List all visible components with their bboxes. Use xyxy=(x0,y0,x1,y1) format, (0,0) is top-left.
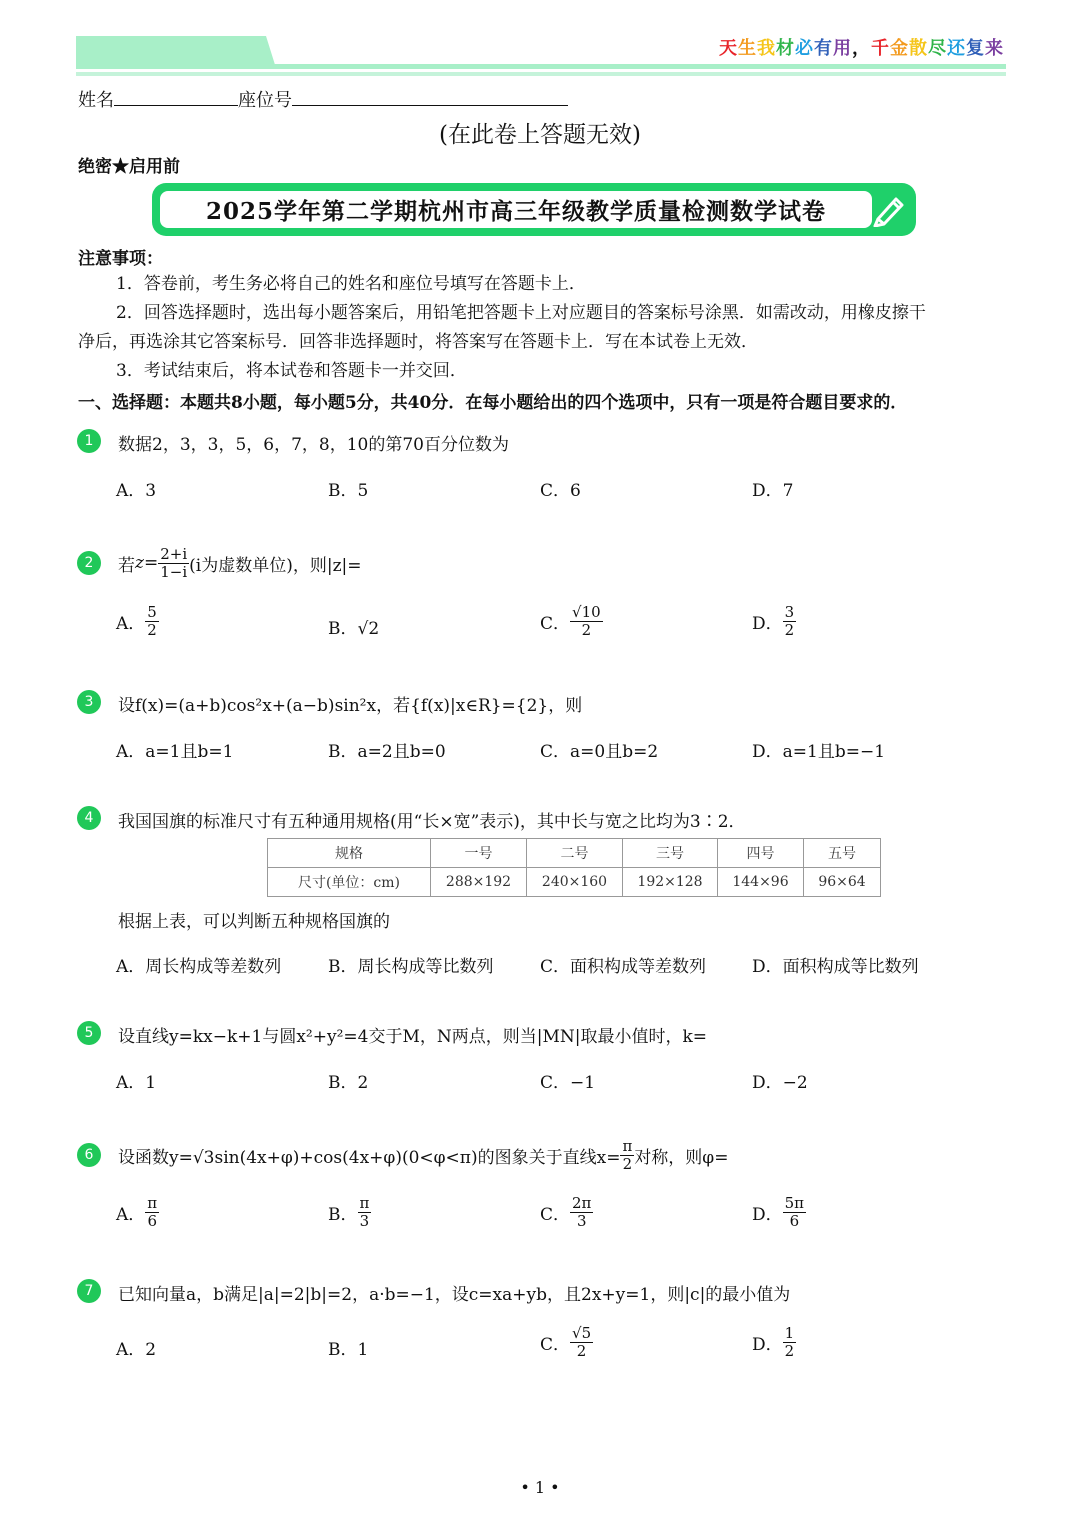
option-label: D． xyxy=(752,1205,783,1225)
option-b[interactable]: B．a=2且b=0 xyxy=(328,742,446,762)
seat-blank[interactable] xyxy=(292,89,568,106)
equals-sign: = xyxy=(143,553,159,573)
option-d[interactable]: D．a=1且b=−1 xyxy=(752,742,886,762)
table-cell: 288×192 xyxy=(431,868,527,897)
numerator: 2π xyxy=(572,1194,592,1212)
exam-title: 2025学年第二学期杭州市高三年级教学质量检测数学试卷 xyxy=(160,191,872,228)
denominator: 2 xyxy=(576,1342,587,1360)
question-number-badge: 4 xyxy=(77,806,101,830)
numerator: π xyxy=(147,1194,158,1212)
question-text-post: 对称，则φ= xyxy=(634,1147,729,1168)
option-a[interactable] xyxy=(116,1335,156,1360)
option-c[interactable]: C．面积构成等差数列 xyxy=(540,957,707,977)
question-number-badge: 3 xyxy=(77,690,101,714)
table-header-cell: 四号 xyxy=(718,839,804,868)
fraction xyxy=(358,1195,372,1230)
denominator: 2 xyxy=(622,1154,633,1173)
flag-size-table xyxy=(267,838,881,897)
option-label: C． xyxy=(540,1205,571,1225)
numerator: 5π xyxy=(784,1194,805,1212)
motto-char: 复 xyxy=(966,38,985,59)
option-d[interactable]: D．7 xyxy=(752,481,794,501)
question-text: 根据上表，可以判断五种规格国旗的 xyxy=(118,912,390,932)
fraction xyxy=(783,1195,806,1230)
option-d[interactable] xyxy=(752,1195,806,1230)
variable-z: z xyxy=(135,553,144,573)
option-label: B． xyxy=(328,1205,358,1225)
table-cell: 尺寸(单位：cm) xyxy=(268,868,431,897)
option-d[interactable]: D．−2 xyxy=(752,1073,808,1093)
option-a[interactable]: A．3 xyxy=(116,481,157,501)
fraction xyxy=(783,1325,797,1360)
option-b[interactable]: B．5 xyxy=(328,481,369,501)
option-label: A． xyxy=(116,1340,146,1360)
question-text: 已知向量a，b满足|a|=2|b|=2，a·b=−1，设c=xa+yb，且2x+y=1，则|c|的最小值为 xyxy=(118,1285,791,1305)
option-a[interactable] xyxy=(116,1195,159,1230)
table-header-cell: 规格 xyxy=(268,839,431,868)
option-a[interactable]: A．a=1且b=1 xyxy=(116,742,234,762)
motto-char: 必 xyxy=(795,38,814,59)
seat-label: 座位号 xyxy=(238,90,292,111)
motto-char: 来 xyxy=(985,38,1004,59)
table-cell: 240×160 xyxy=(527,868,623,897)
motto-char: 有 xyxy=(814,38,833,59)
option-d[interactable] xyxy=(752,604,796,639)
motto-char: 生 xyxy=(738,38,757,59)
fraction xyxy=(145,1195,159,1230)
table-row xyxy=(268,868,881,897)
denominator: 6 xyxy=(789,1212,800,1230)
notice-item: 2．回答选择题时，选出每小题答案后，用铅笔把答题卡上对应题目的答案标号涂黑．如需改动，用橡皮擦干 xyxy=(116,303,926,323)
table-header-cell: 五号 xyxy=(804,839,881,868)
fraction xyxy=(570,604,603,639)
option-b[interactable] xyxy=(328,614,379,639)
option-c[interactable] xyxy=(540,1325,593,1360)
fraction xyxy=(570,1325,593,1360)
denominator: 2 xyxy=(784,621,795,639)
numerator: √10 xyxy=(572,603,601,621)
notice-item: 净后，再选涂其它答案标号．回答非选择题时，将答案写在答题卡上．写在本试卷上无效． xyxy=(78,332,758,352)
invalid-note: (在此卷上答题无效) xyxy=(439,122,641,148)
option-label: D． xyxy=(752,614,783,634)
option-c[interactable]: C．−1 xyxy=(540,1073,596,1093)
option-label: B． xyxy=(328,619,358,639)
table-header-row xyxy=(268,839,881,868)
motto-char: 材 xyxy=(776,38,795,59)
question-text: 设直线y=kx−k+1与圆x²+y²=4交于M，N两点，则当|MN|取最小值时，k= xyxy=(118,1027,708,1047)
question-number-badge: 5 xyxy=(77,1021,101,1045)
option-value: 1 xyxy=(357,1340,369,1360)
denominator: 2 xyxy=(784,1342,795,1360)
motto-char: 金 xyxy=(890,38,909,59)
question-number-badge: 7 xyxy=(77,1279,101,1303)
option-value: √2 xyxy=(357,619,380,639)
denominator: 2 xyxy=(147,621,157,639)
numerator: π xyxy=(622,1136,633,1155)
option-label: B． xyxy=(328,1340,358,1360)
option-b[interactable] xyxy=(328,1195,371,1230)
header-rule-light xyxy=(76,72,1006,76)
pencil-icon xyxy=(872,191,906,227)
numerator: √5 xyxy=(572,1324,592,1342)
numerator: 1 xyxy=(784,1324,795,1342)
option-label: A． xyxy=(116,1205,146,1225)
numerator: 5 xyxy=(147,603,157,621)
option-b[interactable]: B．周长构成等比数列 xyxy=(328,957,494,977)
question-text xyxy=(118,543,362,583)
option-label: A． xyxy=(116,614,146,634)
header-rule xyxy=(76,64,1006,69)
motto-char: ， xyxy=(852,38,871,59)
option-a[interactable] xyxy=(116,604,159,639)
page-number: • 1 • xyxy=(520,1478,560,1497)
table-cell: 96×64 xyxy=(804,868,881,897)
fraction xyxy=(570,1195,593,1230)
option-c[interactable] xyxy=(540,604,603,639)
denominator: 3 xyxy=(576,1212,587,1230)
fraction xyxy=(620,1138,634,1173)
question-text: 数据2，3，3，5，6，7，8，10的第70百分位数为 xyxy=(118,435,509,455)
question-number-badge: 6 xyxy=(77,1143,101,1167)
option-c[interactable]: C．6 xyxy=(540,481,581,501)
motto-char: 用 xyxy=(833,38,852,59)
motto-char: 还 xyxy=(947,38,966,59)
notice-item: 1．答卷前，考生务必将自己的姓名和座位号填写在答题卡上． xyxy=(116,274,586,294)
candidate-info-line xyxy=(78,86,568,112)
denominator: 1−i xyxy=(160,562,188,581)
header-motto xyxy=(719,34,1004,60)
question-text-pre: 若 xyxy=(118,555,135,576)
option-c[interactable] xyxy=(540,1195,593,1230)
option-value: 2 xyxy=(145,1340,157,1360)
option-label: C． xyxy=(540,614,571,634)
notice-title: 注意事项： xyxy=(78,249,163,269)
option-a[interactable]: A．1 xyxy=(116,1073,157,1093)
option-d[interactable] xyxy=(752,1325,796,1360)
motto-char: 我 xyxy=(757,38,776,59)
fraction xyxy=(158,546,189,581)
table-header-cell: 一号 xyxy=(431,839,527,868)
table-cell: 144×96 xyxy=(718,868,804,897)
question-text: 我国国旗的标准尺寸有五种通用规格(用“长×宽”表示)，其中长与宽之比均为3∶2． xyxy=(118,812,746,832)
question-text-post: (i为虚数单位)，则|z|= xyxy=(189,555,362,576)
denominator: 2 xyxy=(581,621,592,639)
option-c[interactable]: C．a=0且b=2 xyxy=(540,742,659,762)
table-header-cell: 二号 xyxy=(527,839,623,868)
numerator: 2+i xyxy=(160,544,188,563)
section-title: 一、选择题：本题共8小题，每小题5分，共40分．在每小题给出的四个选项中，只有一项是符合题目要求的． xyxy=(78,393,908,413)
denominator: 6 xyxy=(147,1212,157,1230)
motto-char: 千 xyxy=(871,38,890,59)
numerator: 3 xyxy=(784,603,795,621)
motto-char: 尽 xyxy=(928,38,947,59)
option-b[interactable]: B．2 xyxy=(328,1073,369,1093)
option-label: C． xyxy=(540,1335,571,1355)
option-a[interactable]: A．周长构成等差数列 xyxy=(116,957,282,977)
notice-item: 3．考试结束后，将本试卷和答题卡一并交回． xyxy=(116,361,467,381)
option-d[interactable]: D．面积构成等比数列 xyxy=(752,957,919,977)
motto-char: 天 xyxy=(719,38,738,59)
fraction xyxy=(783,604,797,639)
question-number-badge: 1 xyxy=(77,429,101,453)
question-text xyxy=(118,1135,728,1175)
name-label: 姓名 xyxy=(78,90,114,111)
option-b[interactable] xyxy=(328,1335,368,1360)
denominator: 3 xyxy=(359,1212,370,1230)
question-text-pre: 设函数y=√3sin(4x+φ)+cos(4x+φ)(0<φ<π)的图象关于直线x= xyxy=(118,1147,621,1168)
question-number-badge: 2 xyxy=(77,551,101,575)
fraction xyxy=(145,604,159,639)
name-blank[interactable] xyxy=(114,89,238,106)
title-banner xyxy=(152,183,916,236)
numerator: π xyxy=(359,1194,370,1212)
table-header-cell: 三号 xyxy=(623,839,718,868)
option-label: D． xyxy=(752,1335,783,1355)
motto-char: 散 xyxy=(909,38,928,59)
secret-mark: 绝密★启用前 xyxy=(78,157,180,177)
table-cell: 192×128 xyxy=(623,868,718,897)
question-text: 设f(x)=(a+b)cos²x+(a−b)sin²x，若{f(x)|x∈R}={2}，则 xyxy=(118,696,583,716)
